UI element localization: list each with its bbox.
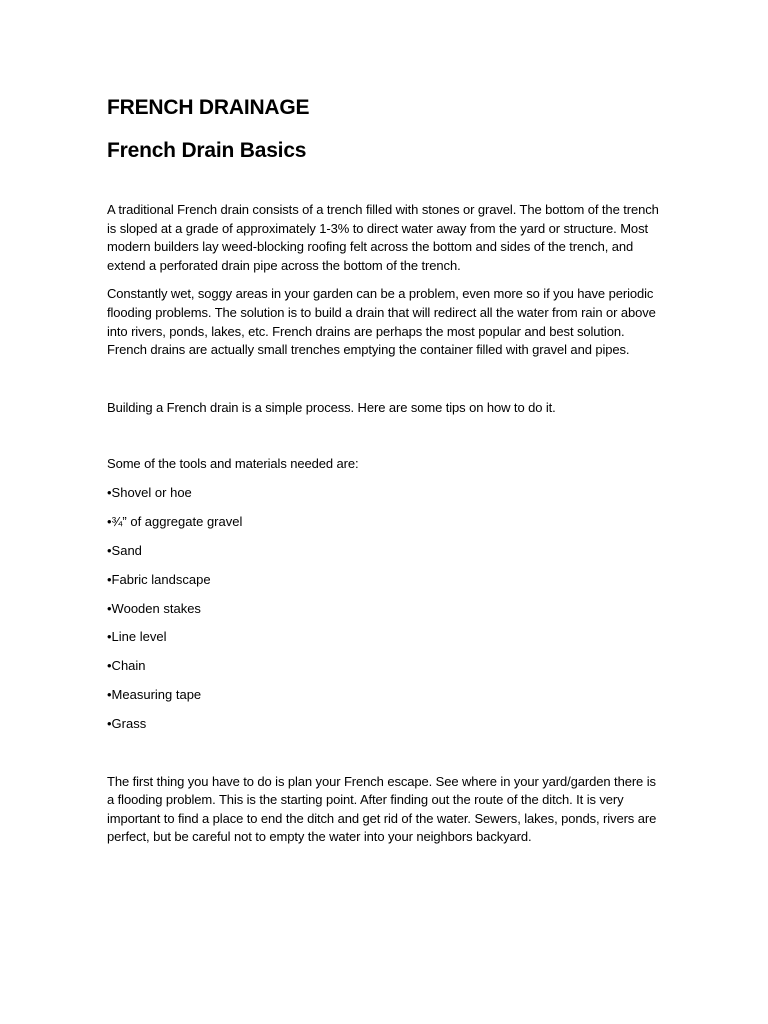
process-paragraph: Building a French drain is a simple process. Here are some tips on how to do it. [107,399,556,415]
tools-intro-paragraph: Some of the tools and materials needed are: [107,456,359,472]
list-item: •Sand [107,542,142,558]
tools-list [107,484,663,734]
list-item: •Chain [107,658,146,674]
intro-paragraph: A traditional French drain consists of a trench filled with stones or gravel. The bottom of the trench is sloped at a grade of approximately 1-3% to direct water away from the yard or structure. Most modern builders lay weed-blocking roofing felt across the bottom and sides of the trench, and extend a perforated drain pipe across the bottom of the trench. [107,202,659,273]
list-item: •Shovel or hoe [107,484,192,500]
document-title: FRENCH DRAINAGE [107,96,310,119]
document-body [107,94,663,847]
section-heading: French Drain Basics [107,139,307,162]
problem-paragraph: Constantly wet, soggy areas in your garden can be a problem, even more so if you have periodic flooding problems. The solution is to build a drain that will redirect all the water from rain or above into rivers, ponds, lakes, etc. French drains are perhaps the most popular and best solution. French drains are actually small trenches emptying the container filled with gravel and pipes. [107,286,656,358]
planning-paragraph: The first thing you have to do is plan your French escape. See where in your yard/garden there is a flooding problem. This is the starting point. After finding out the route of the ditch. It is very important to find a place to end the ditch and get rid of the water. Sewers, lakes, ponds, rivers are perfect, but be careful not to empty the water into your neighbors backyard. [107,773,657,845]
list-item: •Fabric landscape [107,571,211,587]
list-item: •Grass [107,716,147,732]
list-item: •Measuring tape [107,687,202,703]
list-item: •Line level [107,629,167,645]
list-item: •¾” of aggregate gravel [107,513,243,529]
list-item: •Wooden stakes [107,600,201,616]
